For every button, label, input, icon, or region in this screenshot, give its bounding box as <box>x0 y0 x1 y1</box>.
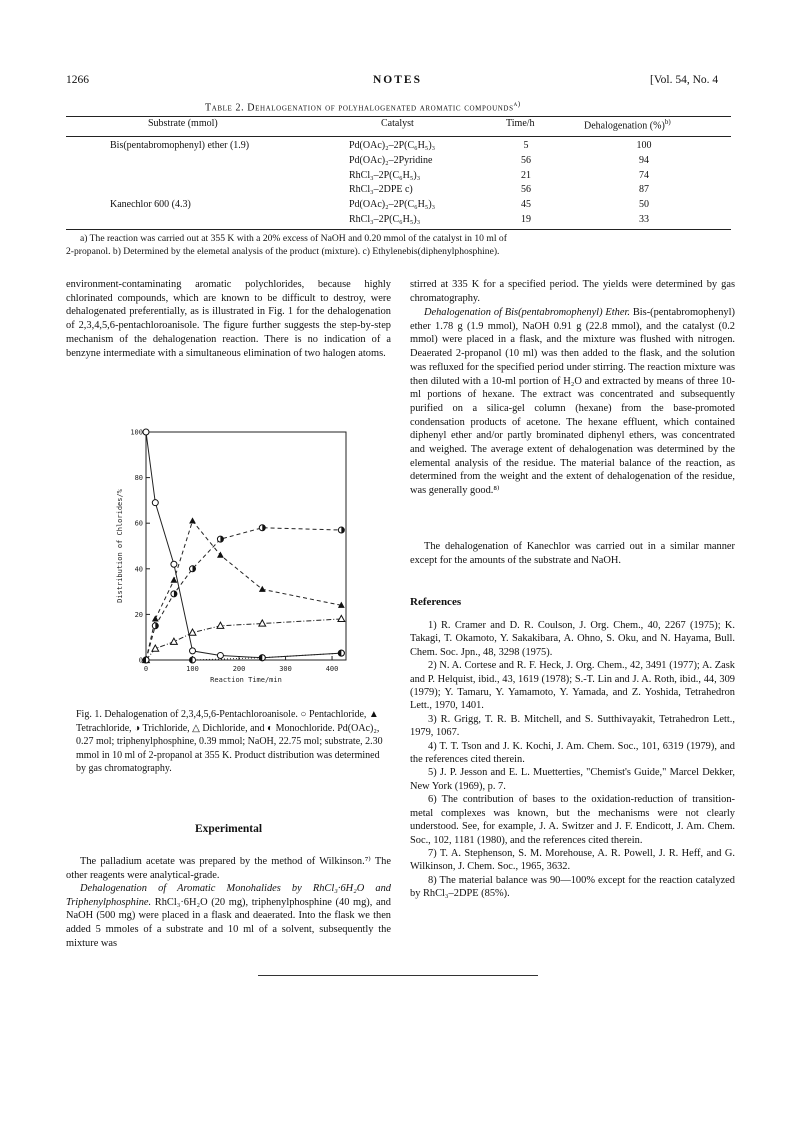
data-point-trichloride <box>152 623 158 629</box>
x-tick-label: 100 <box>186 665 199 673</box>
table-row <box>66 170 731 184</box>
reference-item: 4) T. T. Tson and J. K. Kochi, J. Am. Chem. Soc., 101, 6319 (1979), and the references cited therein. <box>410 740 735 766</box>
experimental-paragraph-2: Dehalogenation of Aromatic Monohalides by RhCl₃·6H₂O and Triphenylphosphine. RhCl₃·6H₂O (20 mg), triphenylphosphine (40 mg), and NaOH (500 mg) were placed in a flask and deaerated. Into the flask we then added 5 mmoles of a substrate and 10 ml of a solvent, subsequently the mixture was <box>66 883 391 949</box>
y-tick-label: 20 <box>134 610 143 619</box>
data-point-pentachloride <box>143 429 149 435</box>
reference-item: 7) T. A. Stephenson, S. M. Morehouse, A. R. Powell, J. R. Heff, and G. Wilkinson, J. Chem. Soc., 1965, 3632. <box>410 847 735 873</box>
data-point-trichloride <box>217 536 223 542</box>
table-rule-top <box>66 116 731 117</box>
x-tick-label: 300 <box>279 665 292 673</box>
end-rule <box>258 975 538 976</box>
running-head: NOTES <box>373 74 422 86</box>
left-paragraph-1: environment-contaminating aromatic polychlorides, because highly chlorinated compounds, which are known to be difficult to destroy, were dehalogenated preferentially, as is illustrated in Fig. 1 for the dehalogenation of 2,3,4,5,6-pentachloroanisole. The figure further suggests the step-by-step mechanism of the dehalogenation reaction. There is no indication of a benzyne intermediate with a simultaneous elimination of two halogen atoms. <box>66 279 391 359</box>
reference-item: 2) N. A. Cortese and R. F. Heck, J. Org. Chem., 42, 3491 (1977); A. Zask and P. Helquist, ibid., 43, 1619 (1978); S.-T. Lin and J. A. Roth, ibid., 44, 309 (1979); Y. Tamaru, Y. Yamamoto, Y. Yamada, and Z. Yoshida, Tetrahedron Lett., 1970, 1401. <box>410 660 735 712</box>
data-point-monochloride <box>143 657 149 663</box>
table-cell-catalyst: RhCl₃–2DPE c) <box>349 184 413 196</box>
data-point-tetrachloride <box>259 586 266 592</box>
table-cell-time: 56 <box>521 184 531 196</box>
y-tick-label: 60 <box>134 519 143 528</box>
x-axis-label: Reaction Time/min <box>210 676 282 684</box>
table-footnote: a) The reaction was carried out at 355 K with a 20% excess of NaOH and 0.20 mmol of the catalyst in 10 ml of 2-propanol. b) Determined by the elemetal analysis of the product (mixture). c) Ethylenebis(diphenylphosphine). <box>66 233 507 257</box>
table-cell-catalyst: Pd(OAc)₂–2P(C₆H₅)₃ <box>349 199 436 211</box>
series-line-tetrachloride <box>146 521 341 660</box>
table-row <box>66 214 731 228</box>
volume-info: [Vol. 54, No. 4 <box>650 74 719 86</box>
data-point-pentachloride <box>190 648 196 654</box>
data-point-dichloride <box>171 638 178 644</box>
table-cell-time: 21 <box>521 169 531 181</box>
y-tick-label: 80 <box>134 474 143 483</box>
experimental-paragraph-1: The palladium acetate was prepared by the method of Wilkinson.⁷⁾ The other reagents were analytical-grade. <box>66 856 391 881</box>
data-point-pentachloride <box>171 561 177 567</box>
y-tick-label: 100 <box>130 428 143 437</box>
table-cell-time: 5 <box>523 140 529 151</box>
figure-1-chart <box>108 424 358 694</box>
right-paragraph-3: The dehalogenation of Kanechlor was carried out in a similar manner except for the amounts of the substrate and NaOH. <box>410 541 735 566</box>
col-substrate: Substrate (mmol) <box>148 118 218 129</box>
table-cell-catalyst: Pd(OAc)₂–2P(C₆H₅)₃ <box>349 140 436 151</box>
table-cell-time: 45 <box>521 199 531 211</box>
x-tick-label: 0 <box>143 665 149 673</box>
table-cell-time: 19 <box>521 214 531 225</box>
table-cell-dehal: 33 <box>639 214 649 225</box>
references-list <box>410 619 735 901</box>
right-paragraph-2: Dehalogenation of Bis(pentabromophenyl) Ether. Bis-(pentabromophenyl) ether 1.78 g (1.9 mmol), NaOH 0.91 g (22.8 mmol), and the catalyst (0.2 mmol) were placed in a flask, and the mixture was flushed with nitrogen. Deaerated 2-propanol (10 ml) was then added to the flask, and the solution was refluxed for the specified period under stirring. The reaction mixture was then diluted with a 10-ml portion of H₂O and extracted by means of three 10-ml portions of hexane. The extract was concentrated and subsequently purified on a silica-gel column (hexane) from the base-promoted condensation products of acetone. The hexane effluent, which contained diphenyl ether and/or partly brominated diphenyl ethers, was concentrated and weighed. The average extent of dehalogenation was determined by the elemental analysis of the residue. The material balance of the reaction, as determined from the weight and the extent of dehalogenation of the residue, was generally good.⁸⁾ <box>410 307 735 497</box>
table-caption: Table 2. Dehalogenation of polyhalogenated aromatic compounds$^{a)}$ <box>205 100 521 114</box>
y-tick-label: 0 <box>138 656 143 665</box>
table-cell-catalyst: Pd(OAc)₂–2Pyridine <box>349 154 433 166</box>
y-tick-label: 40 <box>134 565 143 574</box>
table-cell-dehal: 87 <box>639 184 649 196</box>
references-heading: References <box>410 596 462 608</box>
table-cell-dehal: 94 <box>639 154 649 166</box>
reference-item: 6) The contribution of bases to the oxidation-reduction of transition-metal complexes was known, but the mechanisms were not clearly understood. See, for example, J. A. Switzer and J. F. Endicott, J. Am. Chem. Soc., 102, 1181 (1980), and the references cited therein. <box>410 794 735 846</box>
x-tick-label: 200 <box>232 665 246 673</box>
table-rule-bottom <box>66 229 731 230</box>
data-point-trichloride <box>190 566 196 572</box>
table-cell-catalyst: RhCl₃–2P(C₆H₅)₃ <box>349 214 421 225</box>
reference-item: 1) R. Cramer and D. R. Coulson, J. Org. Chem., 40, 2267 (1975); K. Takagi, T. Okamoto, Y. Sakakibara, A. Ohno, S. Oku, and N. Hayama, Bull. Chem. Soc. Jpn., 48, 3298 (1975). <box>410 620 735 658</box>
x-tick-label: 400 <box>325 665 339 673</box>
data-point-monochloride <box>259 655 265 661</box>
table-row <box>66 140 731 154</box>
data-point-trichloride <box>259 525 265 531</box>
table-cell-time: 56 <box>521 154 531 166</box>
table-cell-dehal: 74 <box>639 169 649 181</box>
table-cell-dehal: 100 <box>636 140 652 151</box>
data-point-trichloride <box>171 591 177 597</box>
data-point-dichloride <box>217 622 224 628</box>
data-point-dichloride <box>338 615 345 621</box>
data-point-pentachloride <box>217 652 223 658</box>
table-cell-dehal: 50 <box>639 199 649 211</box>
data-point-tetrachloride <box>217 552 224 558</box>
table-row <box>66 184 731 198</box>
data-point-tetrachloride <box>189 517 196 523</box>
table-cell-catalyst: RhCl₃–2P(C₆H₅)₃ <box>349 169 421 181</box>
experimental-heading: Experimental <box>194 823 263 835</box>
col-catalyst: Catalyst <box>381 118 414 129</box>
reference-item: 3) R. Grigg, T. R. B. Mitchell, and S. Sutthivayakit, Tetrahedron Lett., 1979, 1067. <box>410 713 735 739</box>
reference-item: 8) The material balance was 90—100% except for the reaction catalyzed by RhCl₃–2DPE (85%). <box>410 874 735 900</box>
reference-item: 5) J. P. Jesson and E. L. Muetterties, "Chemist's Guide," Marcel Dekker, New York (1969), p. 7. <box>410 767 735 792</box>
table-cell-substrate: Kanechlor 600 (4.3) <box>110 199 191 211</box>
series-line-pentachloride <box>146 432 341 658</box>
table-row <box>66 155 731 169</box>
data-point-trichloride <box>338 527 344 533</box>
plot-frame <box>146 432 346 660</box>
series-line-dichloride <box>146 619 341 660</box>
data-point-monochloride <box>338 650 344 656</box>
table-row <box>66 199 731 213</box>
table-rule-mid <box>66 136 731 137</box>
y-axis-label: Distribution of Chlorides/% <box>116 489 124 603</box>
data-point-monochloride <box>190 657 196 663</box>
right-paragraph-1: stirred at 335 K for a specified period. The yields were determined by gas chromatography. <box>410 279 735 304</box>
data-point-dichloride <box>259 620 266 626</box>
figure-1-caption: Fig. 1. Dehalogenation of 2,3,4,5,6-Pentachloroanisole. ○ Pentachloride, ▲ Tetrachloride, ◑ Trichloride, △ Dichloride, and ◐ Monochloride. Pd(OAc)₂, 0.27 mol; triphenylphosphine, 0.39 mmol; NaOH, 22.75 mol; substrate, 2.30 mmol in 10 ml of 2-propanol at 355 K. Product distribution was determined by gas chromatography. <box>76 709 383 774</box>
page-number: 1266 <box>66 74 89 86</box>
col-time: Time/h <box>506 118 535 129</box>
data-point-tetrachloride <box>152 615 159 621</box>
col-dehalogenation: Dehalogenation (%)$^{b)}$ <box>584 118 671 132</box>
table-cell-substrate: Bis(pentabromophenyl) ether (1.9) <box>110 140 250 151</box>
data-point-pentachloride <box>152 500 158 506</box>
